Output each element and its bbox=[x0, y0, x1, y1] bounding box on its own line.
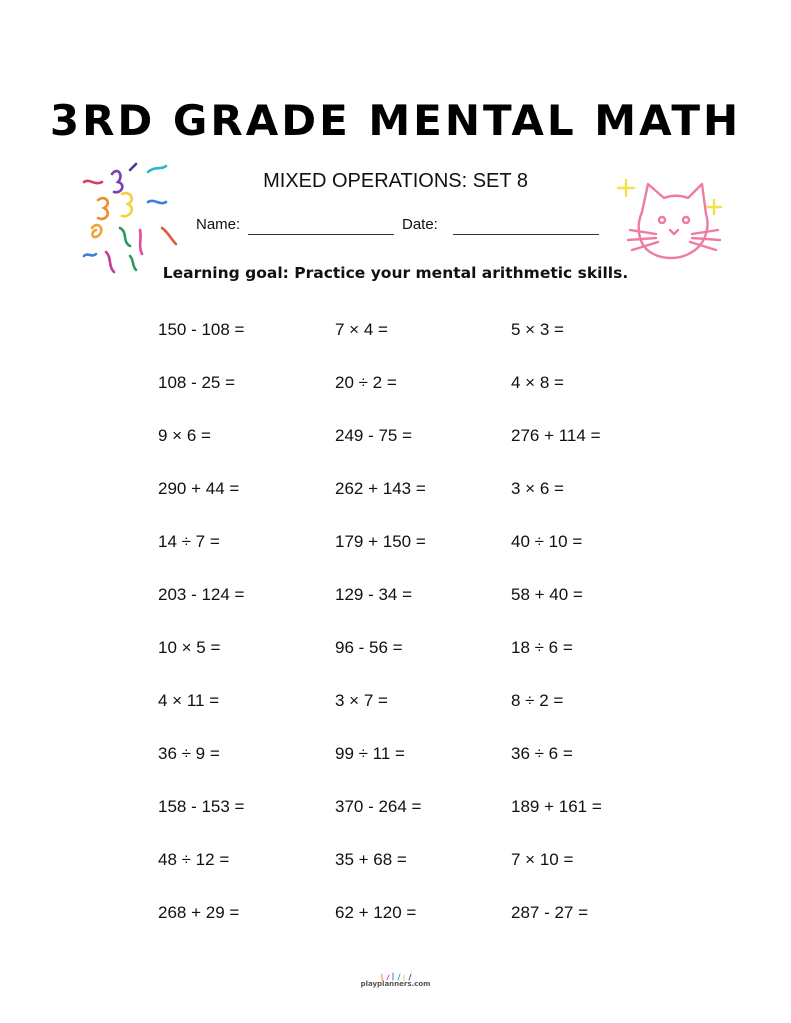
problem-item: 3 × 6 = bbox=[511, 479, 564, 498]
problem-item: 18 ÷ 6 = bbox=[511, 638, 573, 657]
problem-item: 268 + 29 = bbox=[158, 903, 240, 922]
problem-item: 36 ÷ 6 = bbox=[511, 744, 573, 763]
problem-item: 189 + 161 = bbox=[511, 797, 602, 816]
problem-item: 370 - 264 = bbox=[335, 797, 422, 816]
problem-item: 158 - 153 = bbox=[158, 797, 245, 816]
problem-item: 99 ÷ 11 = bbox=[335, 744, 405, 763]
problem-item: 108 - 25 = bbox=[158, 373, 236, 392]
problem-item: 7 × 4 = bbox=[335, 320, 388, 339]
problem-item: 58 + 40 = bbox=[511, 585, 583, 604]
problem-item: 48 ÷ 12 = bbox=[158, 850, 230, 869]
worksheet-title: 3RD GRADE MENTAL MATH bbox=[49, 96, 742, 145]
problem-item: 129 - 34 = bbox=[335, 585, 413, 604]
problem-item: 276 + 114 = bbox=[511, 426, 601, 445]
problem-item: 36 ÷ 9 = bbox=[158, 744, 220, 763]
problem-item: 40 ÷ 10 = bbox=[511, 532, 583, 551]
problem-item: 9 × 6 = bbox=[158, 426, 211, 445]
problem-item: 20 ÷ 2 = bbox=[335, 373, 397, 392]
problem-item: 287 - 27 = bbox=[511, 903, 589, 922]
problem-item: 14 ÷ 7 = bbox=[158, 532, 220, 551]
problem-item: 5 × 3 = bbox=[511, 320, 564, 339]
problem-item: 4 × 8 = bbox=[511, 373, 564, 392]
problem-item: 290 + 44 = bbox=[158, 479, 240, 498]
problem-item: 7 × 10 = bbox=[511, 850, 574, 869]
problem-item: 203 - 124 = bbox=[158, 585, 245, 604]
problem-item: 35 + 68 = bbox=[335, 850, 407, 869]
problem-item: 96 - 56 = bbox=[335, 638, 403, 657]
footer-site[interactable]: playplanners.com bbox=[360, 980, 431, 988]
problem-item: 62 + 120 = bbox=[335, 903, 417, 922]
date-label: Date: bbox=[402, 216, 438, 233]
problem-item: 10 × 5 = bbox=[158, 638, 221, 657]
problem-item: 179 + 150 = bbox=[335, 532, 426, 551]
name-label: Name: bbox=[196, 216, 241, 233]
worksheet-subtitle: MIXED OPERATIONS: SET 8 bbox=[263, 170, 528, 192]
learning-goal: Learning goal: Practice your mental arithmetic skills. bbox=[162, 264, 629, 282]
problem-item: 4 × 11 = bbox=[158, 691, 220, 710]
problem-item: 249 - 75 = bbox=[335, 426, 413, 445]
problem-item: 3 × 7 = bbox=[335, 691, 388, 710]
problem-item: 150 - 108 = bbox=[158, 320, 245, 339]
problem-item: 8 ÷ 2 = bbox=[511, 691, 564, 710]
problem-item: 262 + 143 = bbox=[335, 479, 426, 498]
